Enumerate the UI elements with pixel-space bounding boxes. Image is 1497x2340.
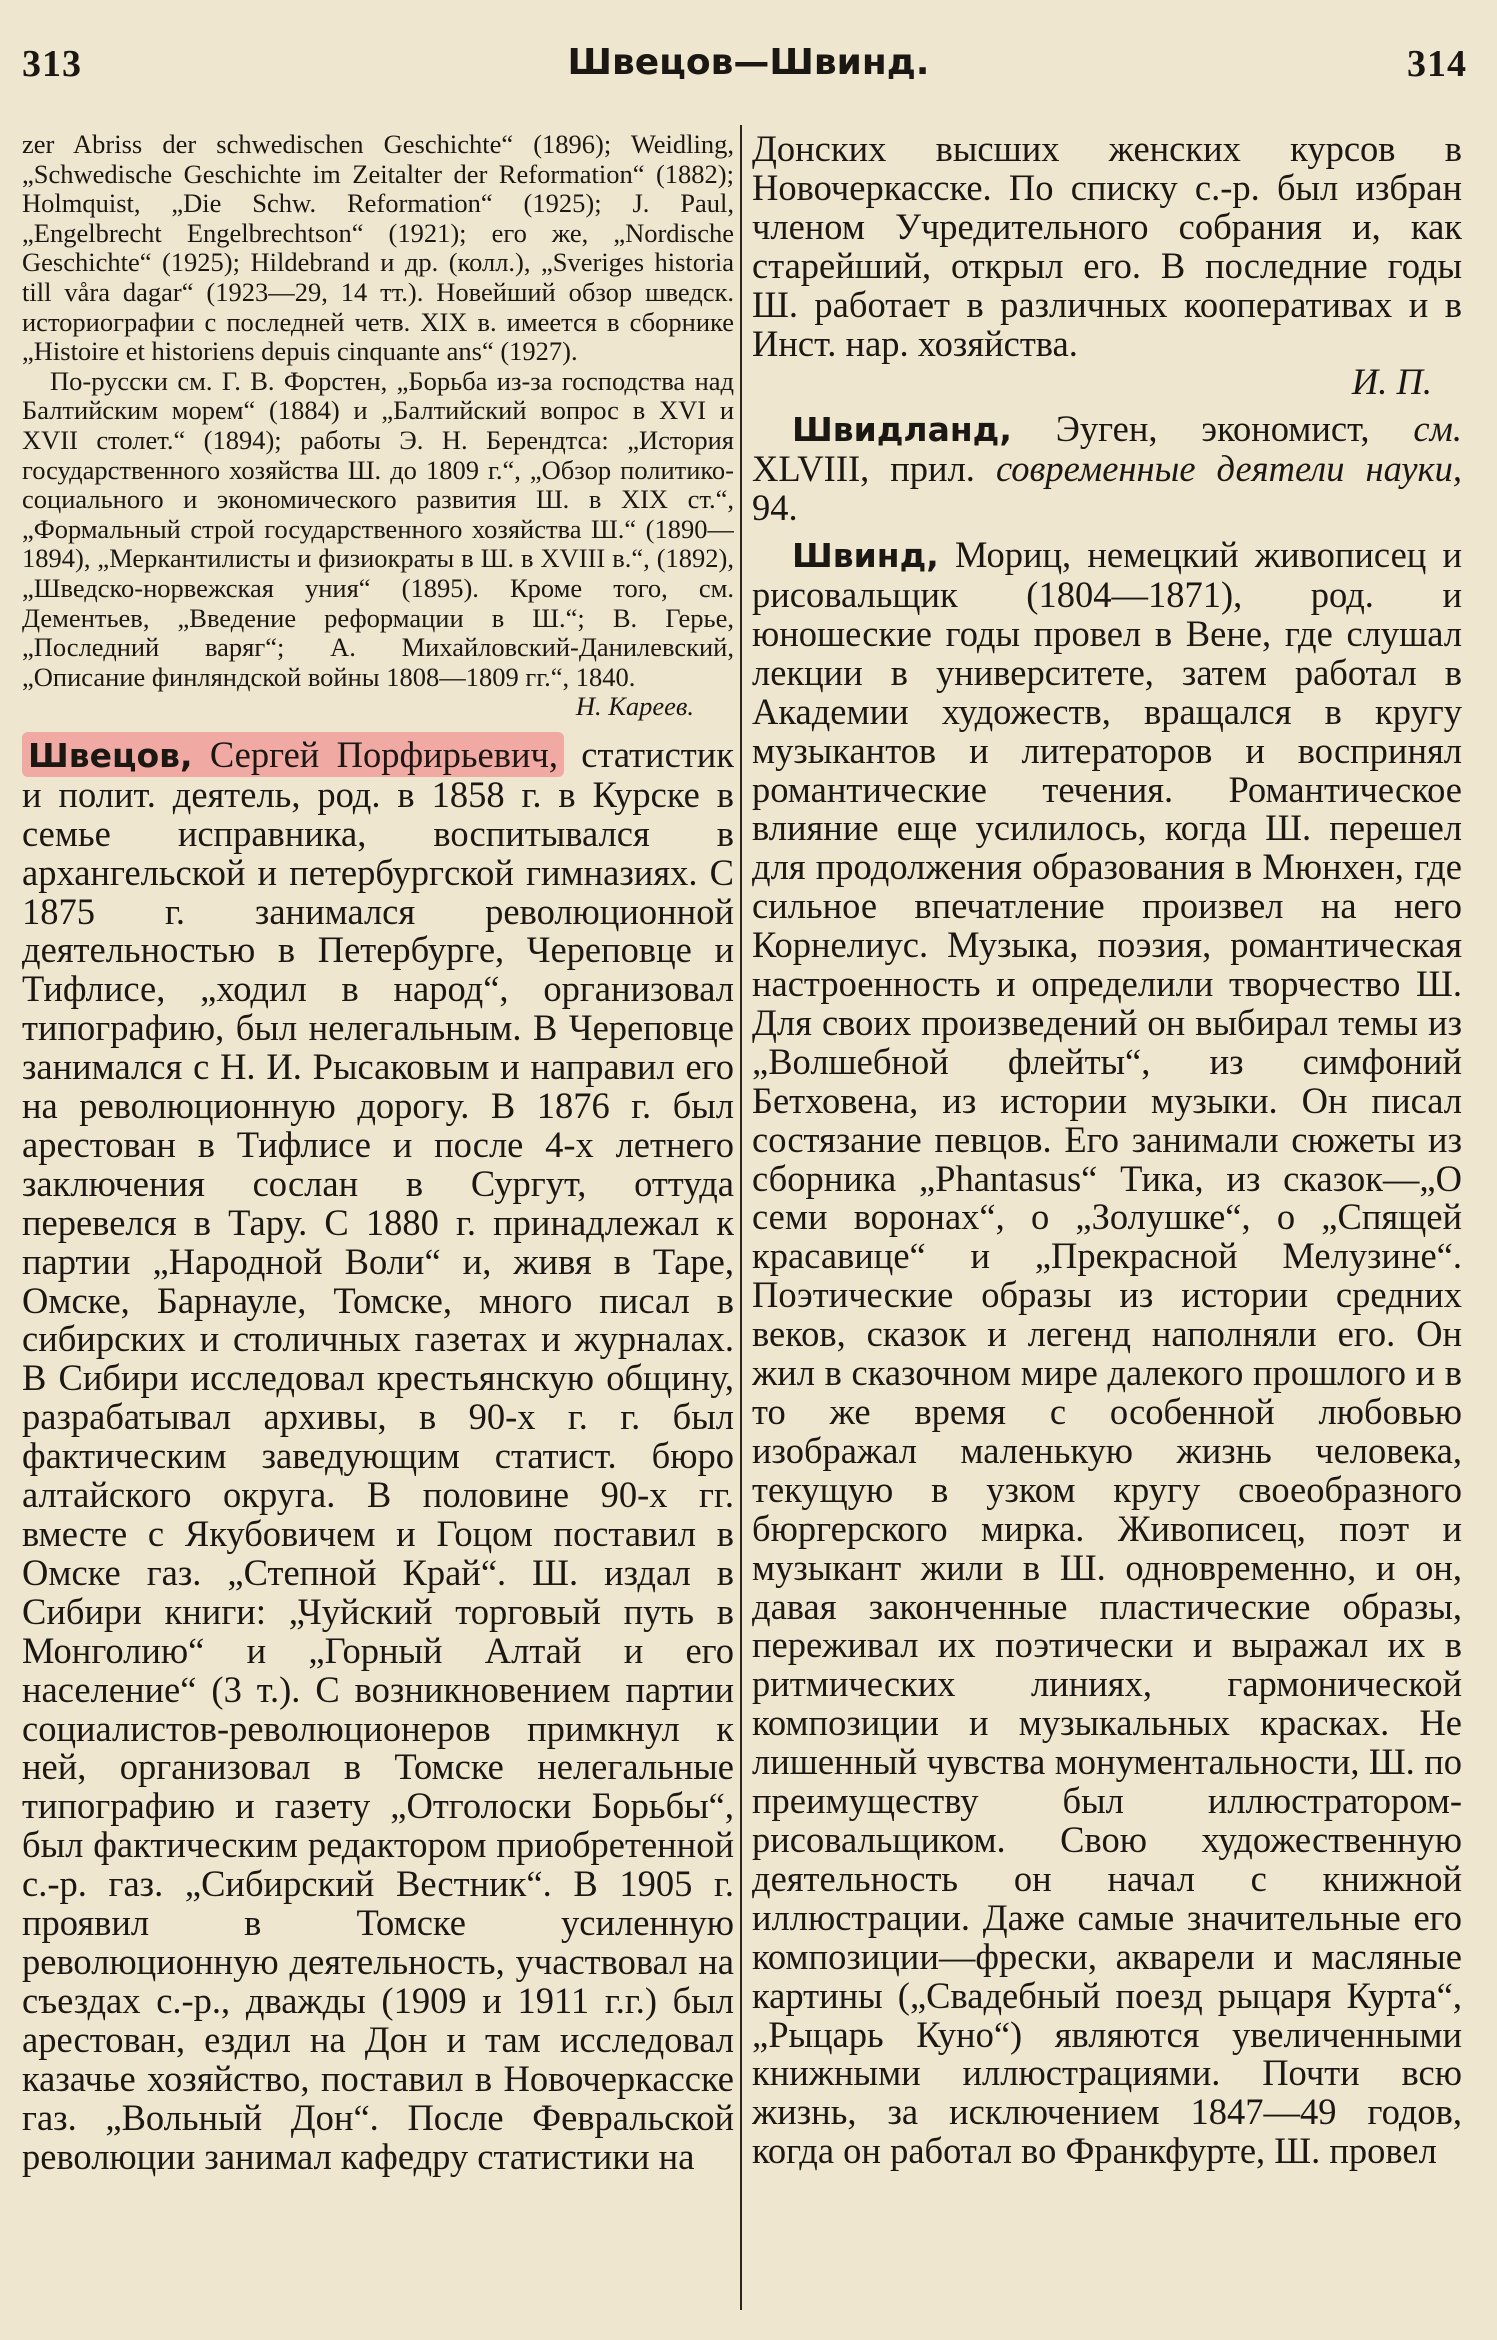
column-divider [740, 125, 742, 2310]
entry2-headword: Швидланд, [792, 410, 1012, 450]
right-column [752, 130, 1462, 2310]
entry2-see: см. [1413, 408, 1462, 450]
entry-shvetsov [22, 733, 734, 2177]
entry2-reference: современные деятели науки, [995, 448, 1462, 490]
entry-person-name: Сергей Порфирьевич, [209, 733, 558, 775]
page-number-right: 314 [1407, 43, 1467, 85]
author-signature-ip: И. П. [1351, 361, 1432, 403]
bibliography-foreign: zer Abriss der schwedischen Geschichte“ (1896); Weidling, „Schwedische Geschichte im Zeitalter der Reformation“ (1882); Holmquist, „Die Schw. Reformation“ (1925); J. Paul, „Engelbrecht Engelbrechtson“ (1921); его же, „Nordische Geschichte“ (1925); Hildebrand и др. (колл.), „Sveriges historia till våra dagar“ (1923—29, 14 тт.). Новейший обзор шведск. историографии с последней четв. XIX в. имеется в сборнике „Histoire et historiens depuis cinquante ans“ (1927). [22, 130, 734, 367]
bibliography-russian: По-русски см. Г. В. Форстен, „Борьба из-за господства над Балтийским морем“ (1884) и „Балтийский вопрос в XVI и XVII столет.“ (1894); работы Э. Н. Берендтса: „История государственного хозяйства Ш. до 1809 г.“, „Обзор политико-социального и экономического развития Ш. в XIX ст.“, „Формальный строй государственного хозяйства Ш.“ (1890—1894), „Меркантилисты и физиократы в Ш. в XVIII в.“, (1892), „Шведско-норвежская уния“ (1895). Кроме того, см. Дементьев, „Введение реформации в Ш.“; В. Герье, „Последний варяг“; А. Михайловский-Данилевский, „Описание финляндской войны 1808—1809 гг.“, 1840. [22, 365, 734, 692]
page-number-left: 313 [22, 43, 82, 85]
entry3-body-text: Мориц, немецкий живописец и рисовальщик (1804—1871), род. и юношеские годы провел в Вене, где слушал лекции в университете, затем работал в Академии художеств, вращался в кругу музыкантов и литераторов и воспринял романтические течения. Романтическое влияние еще усилилось, когда Ш. перешел для продолжения образования в Мюнхен, где сильное впечатление произвел на него Корнелиус. Музыка, поэзия, романтическая настроенность и определили творчество Ш. Для своих произведений он выбирал темы из „Волшебной флейты“, из симфоний Бетховена, из истории музыки. Он писал состязание певцов. Его занимали сюжеты из сборника „Phantasus“ Тика, из сказок—„О семи воронах“, о „Золушке“, о „Спящей красавице“ и „Прекрасной Мелузине“. Поэтические образы из истории средних веков, сказок и легенд наполняли его. Он жил в сказочном мире далекого прошлого и в то же время с особенной любовью изображал маленькую жизнь человека, текущую в узком кругу своеобразного бюргерского мирка. Живописец, поэт и музыкант жили в Ш. одновременно, и он, давая законченные пластические образы, переживал их поэтически и выражал их в ритмических линиях, гармонической композиции и музыкальных красках. Не лишенный чувства монументальности, Ш. по преимуществу был иллюстратором-рисовальщиком. Свою художественную деятельность он начал с книжной иллюстрации. Даже самые значительные его композиции—фрески, акварели и масляные картины („Свадебный поезд рыцаря Курта“, „Рыцарь Куно“) являются увеличенными книжными иллюстрациями. Почти всю жизнь, за исключением 1847—49 годов, когда он работал во Франкфурте, Ш. провел [752, 534, 1462, 2172]
entry2-text-a: Эуген, экономист, [1055, 408, 1370, 450]
page-header [22, 30, 1475, 90]
entry-shvind [752, 536, 1462, 2171]
entry-headword: Швецов, [28, 735, 193, 775]
highlighted-headword [22, 732, 564, 777]
left-column [22, 130, 734, 2310]
entry-continuation: Донских высших женских курсов в Новочеркасске. По списку с.-р. был избран членом Учредительного собрания и, как старейший, открыл его. В последние годы Ш. работает в различных кооперативах и в Инст. нар. хозяйства. [752, 130, 1462, 364]
entry3-headword: Швинд, [792, 536, 939, 576]
entry2-text-c: 94. [752, 487, 798, 529]
entry-body-text: статистик и полит. деятель, род. в 1858 г. в Курске в семье исправника, воспитывался в архангельской и петербургской гимназиях. С 1875 г. занимался революционной деятельностью в Петербурге, Череповце и Тифлисе, „ходил в народ“, организовал типографию, был нелегальным. В Череповце занимался с Н. И. Рысаковым и направил его на революционную дорогу. В 1876 г. был арестован в Тифлисе и после 4-х летнего заключения сослан в Сургут, оттуда перевелся в Тару. С 1880 г. принадлежал к партии „Народной Воли“ и, живя в Таре, Омске, Барнауле, Томске, много писал в сибирских и столичных газетах и журналах. В Сибири исследовал крестьянскую общину, разрабатывал архивы, в 90-х г. г. был фактическим заведующим статист. бюро алтайского округа. В половине 90-х гг. вместе с Якубовичем и Гоцом поставил в Омске газ. „Степной Край“. Ш. издал в Сибири книги: „Чуйский торговый путь в Монголию“ и „Горный Алтай и его население“ (3 т.). С возникновением партии социалистов-революционеров примкнул к ней, организовал в Томске нелегальные типографию и газету „Отголоски Борьбы“, был фактическим редактором приобретенной с.-р. газ. „Сибирский Вестник“. В 1905 г. проявил в Томске усиленную революционную деятельность, участвовал на съездах с.-р., дважды (1909 и 1911 г.г.) был арестован, ездил на Дон и там исследовал казачье хозяйство, поставил в Новочеркасске газ. „Вольный Дон“. После Февральской революции занимал кафедру статистики на [22, 733, 734, 2177]
entry2-text-b: XLVIII, прил. [752, 448, 975, 490]
entry-shvidland [752, 410, 1462, 528]
running-title: Швецов—Швинд. [567, 42, 930, 83]
author-signature-kareev: Н. Кареев. [575, 691, 694, 722]
